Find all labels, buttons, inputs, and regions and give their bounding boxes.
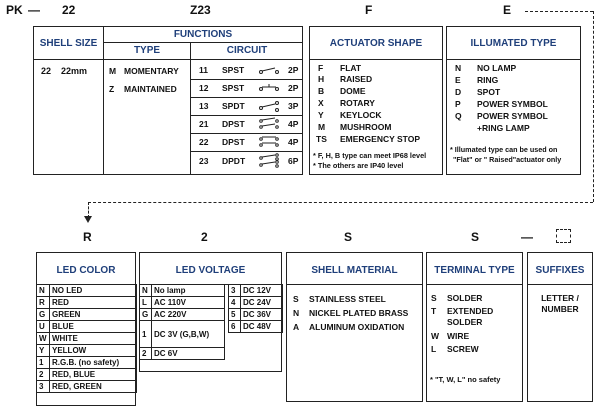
- actuator-panel: [309, 26, 443, 175]
- table-row: [37, 345, 137, 357]
- shell-material-code: N: [293, 308, 300, 318]
- actuator-code: Y: [318, 110, 324, 120]
- table-row: [37, 369, 137, 381]
- led-voltage-label: DC 12V: [241, 285, 283, 297]
- code-shell-material: S: [344, 230, 353, 244]
- type-label: MOMENTARY: [124, 66, 179, 76]
- switch-symbol-icon: [258, 83, 284, 95]
- circuit-pos: 6P: [288, 156, 299, 166]
- functions-header: FUNCTIONS: [173, 29, 233, 40]
- terminal-label: SOLDER: [447, 293, 483, 303]
- actuator-code: X: [318, 98, 324, 108]
- led-color-label: NO LED: [50, 285, 137, 297]
- led-color-code: N: [37, 285, 50, 297]
- illuminated-header: ILLUMATED TYPE: [470, 38, 557, 49]
- led-voltage-label: AC 110V: [152, 297, 225, 309]
- terminal-label: SCREW: [447, 344, 479, 354]
- shell-material-label: NICKEL PLATED BRASS: [309, 308, 409, 318]
- table-row: [37, 321, 137, 333]
- terminal-label: EXTENDED: [447, 306, 494, 316]
- table-row: [37, 297, 137, 309]
- circuit-type: SPST: [222, 65, 245, 75]
- illuminated-code: N: [455, 63, 462, 73]
- table-row: [229, 321, 283, 333]
- led-color-code: R: [37, 297, 50, 309]
- shell-size-value: 22mm: [61, 66, 88, 76]
- actuator-label: MUSHROOM: [340, 122, 392, 132]
- led-voltage-code: 1: [140, 321, 152, 348]
- arrow-down-icon: [84, 216, 92, 223]
- terminal-label: WIRE: [447, 331, 470, 341]
- led-color-header: LED COLOR: [56, 265, 116, 276]
- connector-line: [88, 202, 593, 203]
- led-color-code: Y: [37, 345, 50, 357]
- actuator-code: F: [318, 63, 324, 73]
- circuit-pos: 4P: [288, 119, 299, 129]
- code-functions: Z23: [190, 3, 211, 17]
- actuator-label: DOME: [340, 86, 366, 96]
- code-dash: —: [28, 3, 40, 17]
- actuator-label: FLAT: [340, 63, 362, 73]
- circuit-code: 13: [199, 101, 209, 111]
- terminal-code: L: [431, 344, 437, 354]
- illuminated-label: POWER SYMBOL: [477, 111, 548, 121]
- table-row: [37, 333, 137, 345]
- circuit-code: 22: [199, 137, 209, 147]
- led-voltage-panel: [139, 252, 282, 372]
- type-code: M: [109, 66, 117, 76]
- shell-material-code: S: [293, 294, 299, 304]
- led-color-code: W: [37, 333, 50, 345]
- terminal-code: S: [431, 293, 437, 303]
- actuator-code: H: [318, 74, 325, 84]
- suffixes-line2: NUMBER: [541, 304, 579, 314]
- shell-material-label: ALUMINUM OXIDATION: [309, 322, 405, 332]
- shell-material-code: A: [293, 322, 300, 332]
- shell-size-header: SHELL SIZE: [39, 38, 98, 49]
- table-row: [229, 309, 283, 321]
- code-actuator: F: [365, 3, 373, 17]
- led-voltage-code: 5: [229, 309, 241, 321]
- circuit-type: SPST: [222, 83, 245, 93]
- led-voltage-code: 2: [140, 348, 152, 360]
- switch-symbol-icon: [258, 117, 284, 131]
- code-terminal: S: [471, 230, 480, 244]
- code-dash: —: [521, 230, 533, 244]
- circuit-type: SPDT: [222, 101, 245, 111]
- code-illuminated: E: [503, 3, 512, 17]
- led-voltage-label: DC 6V: [152, 348, 225, 360]
- terminal-panel: [426, 252, 523, 402]
- led-voltage-label: DC 24V: [241, 297, 283, 309]
- led-color-table: [36, 284, 137, 393]
- illuminated-note: "Flat" or " Raised"actuator only: [453, 155, 562, 164]
- led-color-label: GREEN: [50, 309, 137, 321]
- switch-symbol-icon: [258, 65, 284, 77]
- table-row: [37, 285, 137, 297]
- illuminated-label: POWER SYMBOL: [477, 99, 548, 109]
- table-row: [37, 381, 137, 393]
- code-shell-size: 22: [62, 3, 76, 17]
- led-color-label: WHITE: [50, 333, 137, 345]
- table-row: [140, 297, 225, 309]
- led-color-label: RED, BLUE: [50, 369, 137, 381]
- actuator-label: RAISED: [340, 74, 373, 84]
- shell-material-header: SHELL MATERIAL: [311, 265, 398, 276]
- table-row: [140, 348, 225, 360]
- functions-panel: [103, 26, 303, 175]
- suffixes-panel: [527, 252, 593, 402]
- terminal-code: T: [431, 306, 437, 316]
- circuit-code: 11: [199, 65, 208, 75]
- actuator-code: M: [318, 122, 326, 132]
- terminal-label: SOLDER: [447, 317, 483, 327]
- led-color-label: BLUE: [50, 321, 137, 333]
- led-color-label: R.G.B. (no safety): [50, 357, 137, 369]
- code-pk: PK: [6, 3, 23, 17]
- led-voltage-label: DC 48V: [241, 321, 283, 333]
- circuit-header: CIRCUIT: [226, 45, 268, 56]
- led-voltage-code: N: [140, 285, 152, 297]
- table-row: [37, 357, 137, 369]
- illuminated-code: P: [455, 99, 461, 109]
- type-label: MAINTAINED: [124, 84, 177, 94]
- circuit-code: 12: [199, 83, 209, 93]
- led-color-label: RED, GREEN: [50, 381, 137, 393]
- illuminated-label: SPOT: [477, 87, 501, 97]
- actuator-label: ROTARY: [340, 98, 375, 108]
- suffixes-header: SUFFIXES: [535, 265, 585, 276]
- table-row: [140, 321, 225, 348]
- suffix-placeholder-box: [556, 229, 571, 243]
- led-voltage-code: 6: [229, 321, 241, 333]
- type-code: Z: [109, 84, 115, 94]
- connector-line: [593, 11, 594, 202]
- shell-size-panel: [33, 26, 104, 175]
- table-row: [229, 297, 283, 309]
- led-voltage-label: AC 220V: [152, 309, 225, 321]
- actuator-note: * F, H, B type can meet IP68 level: [313, 151, 427, 160]
- led-voltage-code: 3: [229, 285, 241, 297]
- led-voltage-table-left: [139, 284, 225, 360]
- illuminated-label: RING: [477, 75, 499, 85]
- led-voltage-code: G: [140, 309, 152, 321]
- code-led-voltage: 2: [201, 230, 208, 244]
- type-header: TYPE: [133, 45, 161, 56]
- switch-symbol-icon: [258, 100, 284, 114]
- led-voltage-label: DC 3V (G,B,W): [152, 321, 225, 348]
- actuator-code: B: [318, 86, 325, 96]
- circuit-code: 21: [199, 119, 209, 129]
- table-row: [37, 309, 137, 321]
- led-color-label: RED: [50, 297, 137, 309]
- led-voltage-code: 4: [229, 297, 241, 309]
- actuator-label: KEYLOCK: [340, 110, 382, 120]
- led-voltage-header: LED VOLTAGE: [175, 265, 246, 276]
- table-row: [140, 285, 225, 297]
- terminal-note: * "T, W, L" no safety: [430, 375, 501, 384]
- table-row: [140, 309, 225, 321]
- circuit-type: DPST: [222, 119, 245, 129]
- actuator-note: * The others are IP40 level: [313, 161, 404, 170]
- illuminated-code: Q: [455, 111, 462, 121]
- shell-size-code: 22: [41, 66, 52, 76]
- terminal-code: W: [431, 331, 440, 341]
- actuator-header: ACTUATOR SHAPE: [329, 38, 423, 49]
- switch-symbol-icon: [258, 135, 284, 149]
- led-voltage-label: No lamp: [152, 285, 225, 297]
- actuator-label: EMERGENCY STOP: [340, 134, 420, 144]
- led-voltage-table-right: [228, 284, 283, 333]
- illuminated-code: D: [455, 87, 462, 97]
- led-voltage-code: L: [140, 297, 152, 309]
- led-color-label: YELLOW: [50, 345, 137, 357]
- led-color-panel: [36, 252, 136, 406]
- code-led-color: R: [83, 230, 92, 244]
- circuit-type: DPST: [222, 137, 245, 147]
- illuminated-extra: +RING LAMP: [477, 123, 530, 133]
- connector-line: [525, 11, 593, 12]
- led-color-code: 1: [37, 357, 50, 369]
- illuminated-label: NO LAMP: [477, 63, 517, 73]
- led-color-code: 3: [37, 381, 50, 393]
- illuminated-code: E: [455, 75, 461, 85]
- illuminated-panel: [446, 26, 581, 175]
- actuator-code: TS: [316, 134, 327, 144]
- circuit-pos: 2P: [288, 83, 299, 93]
- shell-material-panel: [286, 252, 423, 402]
- suffixes-line1: LETTER /: [541, 293, 579, 303]
- led-voltage-label: DC 36V: [241, 309, 283, 321]
- circuit-type: DPDT: [222, 156, 246, 166]
- circuit-code: 23: [199, 156, 209, 166]
- switch-symbol-icon: [258, 153, 284, 169]
- led-color-code: 2: [37, 369, 50, 381]
- shell-material-label: STAINLESS STEEL: [309, 294, 386, 304]
- led-color-code: G: [37, 309, 50, 321]
- table-row: [229, 285, 283, 297]
- circuit-pos: 3P: [288, 101, 299, 111]
- terminal-header: TERMINAL TYPE: [434, 265, 515, 276]
- circuit-pos: 2P: [288, 65, 299, 75]
- led-color-code: U: [37, 321, 50, 333]
- circuit-pos: 4P: [288, 137, 299, 147]
- illuminated-note: * Illumated type can be used on: [450, 145, 558, 154]
